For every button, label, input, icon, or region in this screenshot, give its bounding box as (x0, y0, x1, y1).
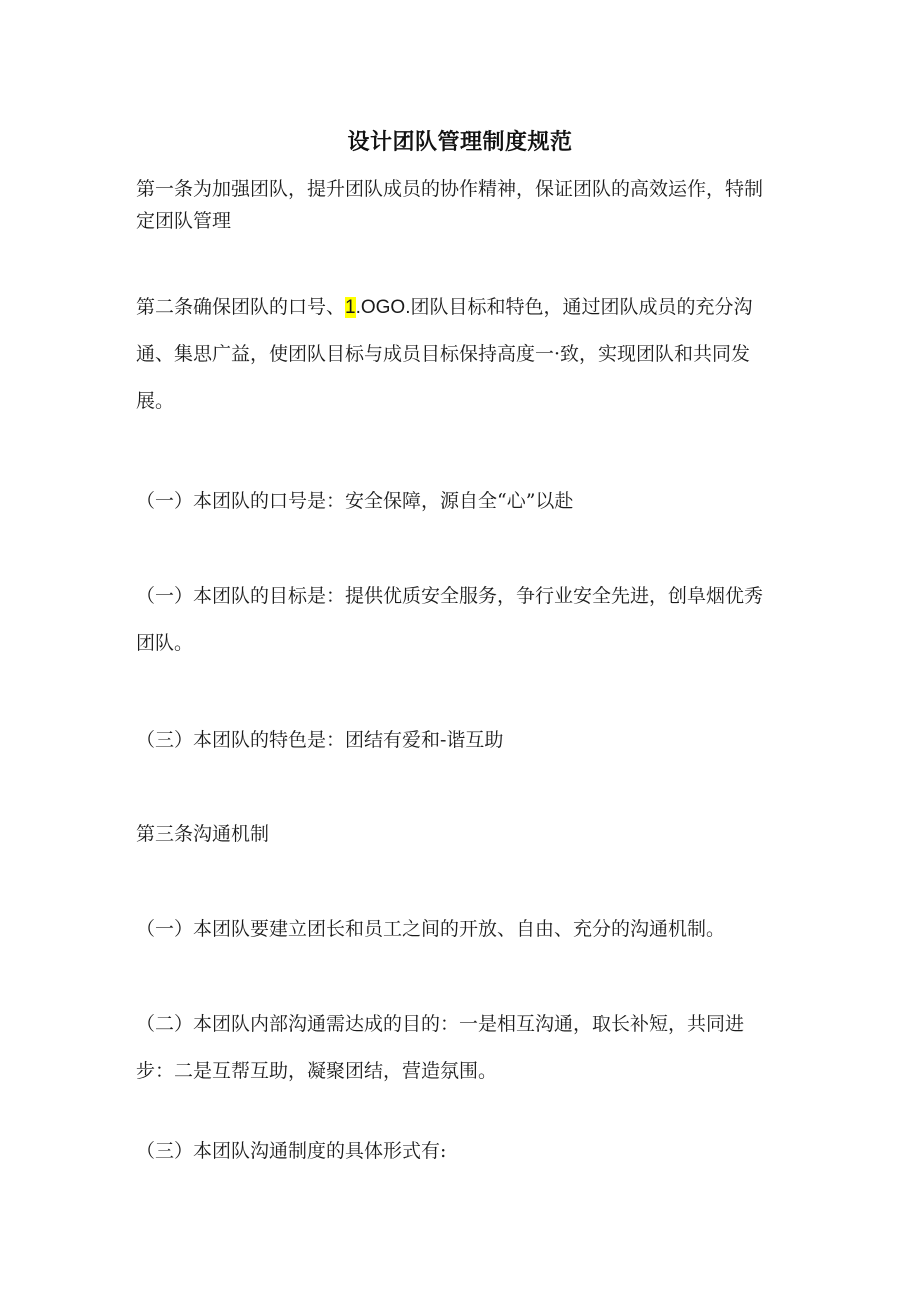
article-1-paragraph: 第一条为加强团队，提升团队成员的协作精神，保证团队的高效运作，特制定团队管理 (136, 178, 764, 232)
communication-item-3: （三）本团队沟通制度的具体形式有: (136, 1140, 447, 1162)
communication-item-1: （一）本团队要建立团长和员工之间的开放、自由、充分的沟通机制。 (136, 918, 726, 940)
highlighted-text: 1 (345, 297, 356, 318)
article-3-heading: 第三条沟通机制 (136, 823, 270, 845)
article-2-prefix: 第二条确保团队的口号、 (136, 296, 346, 318)
slogan-paragraph: （一）本团队的口号是：安全保障，源自全“心”以赴 (136, 490, 574, 512)
feature-paragraph: （三）本团队的特色是：团结有爱和-谐互助 (136, 729, 504, 751)
communication-item-2: （二）本团队内部沟通需达成的目的：一是相互沟通，取长补短，共同进步：二是互帮互助，凝聚团结，营造氛围。 (136, 1013, 745, 1082)
logo-text: .OGO. (355, 297, 411, 318)
article-2-suffix: 团队目标和特色，通过团队成员的充分沟通、集思广益，使团队目标与成员目标保持高度一·致，实现团队和共同发展。 (136, 296, 753, 412)
goal-paragraph: （一）本团队的目标是：提供优质安全服务，争行业安全先进，创阜烟优秀团队。 (136, 585, 764, 654)
document-title: 设计团队管理制度规范 (347, 130, 573, 155)
article-2-paragraph (136, 284, 781, 425)
